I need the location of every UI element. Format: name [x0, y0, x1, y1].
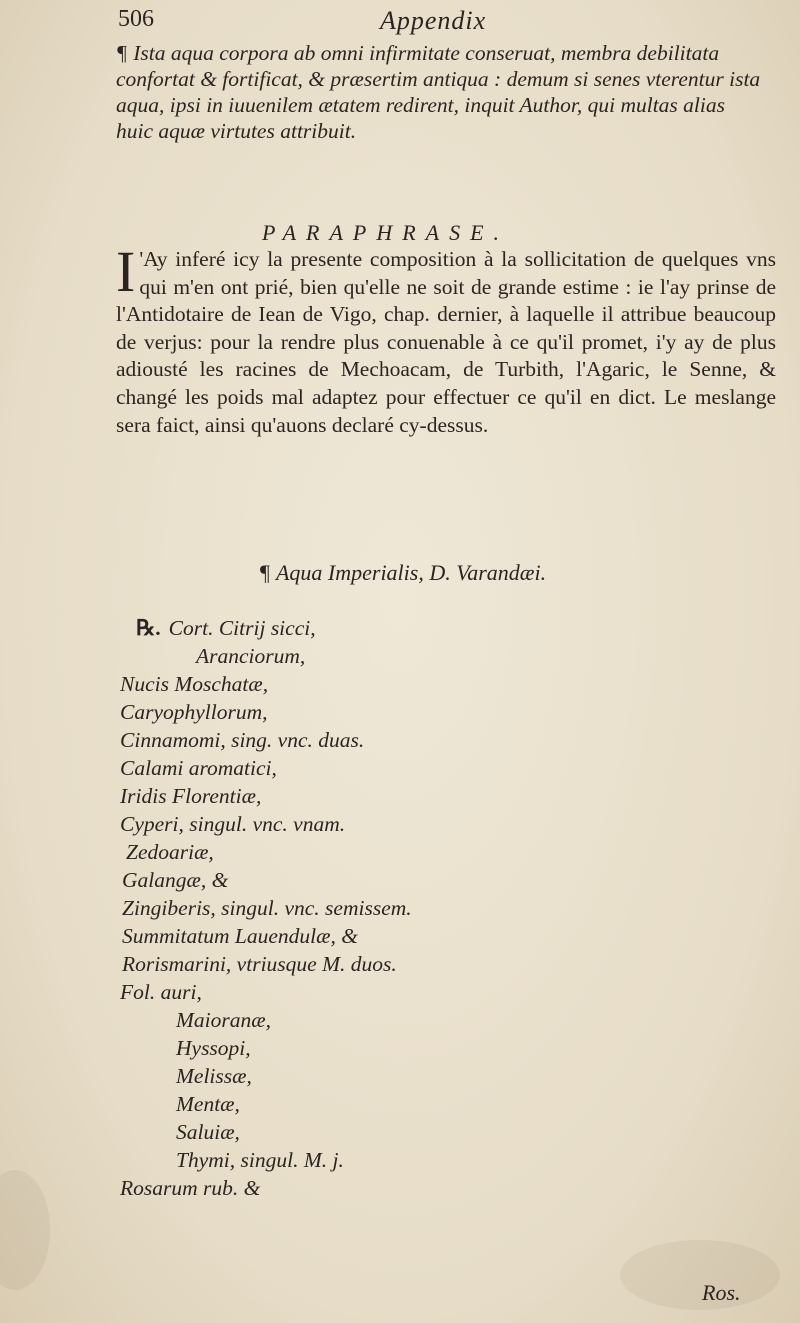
list-item: Fol. auri, — [120, 980, 202, 1004]
list-item: Saluiæ, — [176, 1120, 240, 1144]
french-paragraph-text: 'Ay inferé icy la presente composition à la sollicitation de quelques vns qui m'en ont prié, bien qu'elle ne soit de grande estime : ie l'ay prinse de l'Antidotaire de Iean de Vigo, chap. dernier, à laquelle il attribue beaucoup de verjus: pour la rendre plus conuenable à ce qu'il promet, i'y ay de plus adiousté les racines de Mechoacam, de Turbith, l'Agaric, le Senne, & changé les poids mal adaptez pour effectuer ce qu'il en dict. Le meslange sera faict, ainsi qu'auons declaré cy-dessus. — [116, 247, 776, 437]
recipe-symbol: ℞. — [136, 616, 161, 640]
running-title: Appendix — [380, 6, 487, 35]
list-item: Summitatum Lauendulæ, & — [122, 924, 358, 948]
paraphrase-heading: PARAPHRASE. — [262, 220, 510, 245]
recipe-title-text: Aqua Imperialis, D. Varandæi. — [275, 560, 547, 585]
recipe-title — [260, 560, 546, 586]
list-item: Cinnamomi, sing. vnc. duas. — [120, 728, 365, 752]
list-item: Caryophyllorum, — [120, 700, 268, 724]
page-number: 506 — [118, 6, 154, 32]
list-item: Cyperi, singul. vnc. vnam. — [120, 812, 346, 836]
list-item: Rorismarini, vtriusque M. duos. — [122, 952, 397, 976]
list-item: Thymi, singul. M. j. — [176, 1148, 344, 1172]
pilcrow-mark: ¶ — [260, 560, 270, 585]
list-item: Hyssopi, — [176, 1036, 251, 1060]
catchword: Ros. — [702, 1280, 741, 1305]
list-item: Aranciorum, — [196, 644, 306, 668]
drop-cap: I — [116, 239, 136, 304]
list-item: ℞. Cort. Citrij sicci, — [136, 616, 316, 640]
list-item: Zedoariæ, — [126, 840, 214, 864]
list-item: Calami aromatici, — [120, 756, 277, 780]
ingredient-list — [0, 614, 800, 1294]
list-item: Galangæ, & — [122, 868, 229, 892]
list-item: Maioranæ, — [176, 1008, 271, 1032]
page-header — [118, 6, 740, 36]
list-item: Melissæ, — [176, 1064, 252, 1088]
latin-intro-text: Ista aqua corpora ab omni infirmitate conseruat, membra debilitata confortat & fortificat, & præsertim antiqua : demum si senes vterentur ista aqua, ipsi in iuuenilem ætatem redirent, inquit Author, qui multas alias huic aquæ virtutes attribuit. — [116, 41, 761, 143]
pilcrow-mark: ¶ — [116, 41, 128, 65]
latin-intro-paragraph — [116, 40, 766, 144]
list-item: Mentæ, — [176, 1092, 240, 1116]
list-item: Nucis Moschatæ, — [120, 672, 269, 696]
list-item: Iridis Florentiæ, — [120, 784, 262, 808]
list-item: Zingiberis, singul. vnc. semissem. — [122, 896, 412, 920]
french-paragraph — [116, 239, 776, 439]
list-item: Rosarum rub. & — [120, 1176, 261, 1200]
